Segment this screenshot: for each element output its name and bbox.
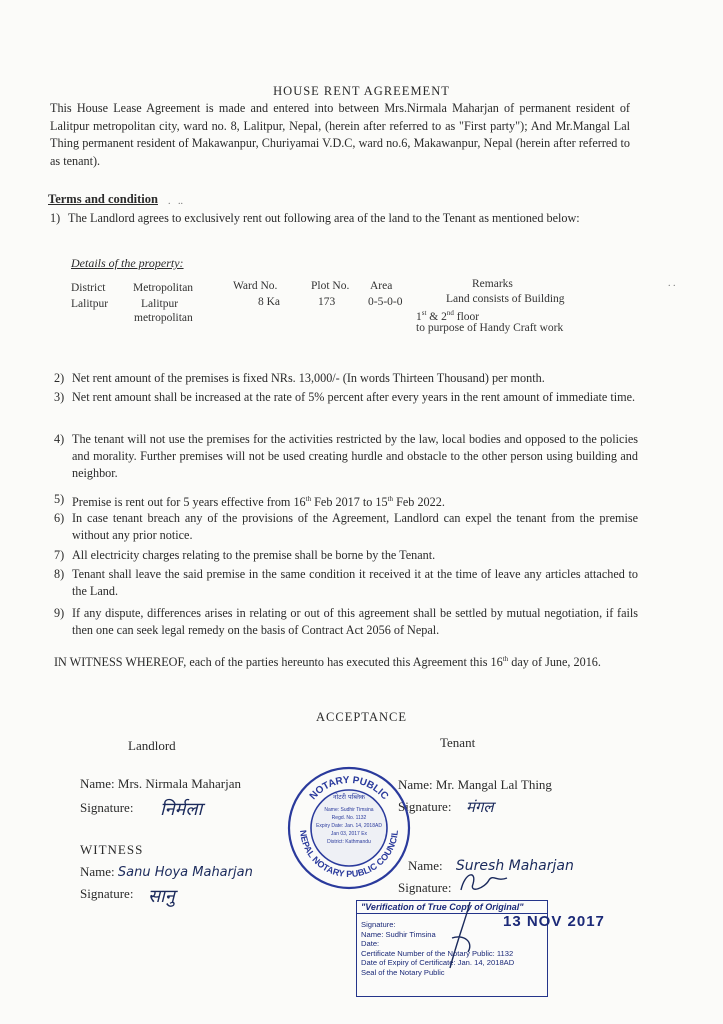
landlord-signature: निर्मला xyxy=(160,799,203,820)
cell-area: 0-5-0-0 xyxy=(368,296,403,308)
terms-heading: Terms and condition xyxy=(48,192,158,206)
notary-signature xyxy=(440,898,490,978)
seal-nepali-text: नोटरी पब्लिक xyxy=(332,793,366,801)
property-heading: Details of the property: xyxy=(71,256,184,270)
seal-bottom-text: NEPAL NOTARY PUBLIC COUNCIL xyxy=(297,829,401,879)
svg-text:Name: Sudhir Timsina: Name: Sudhir Timsina xyxy=(324,807,374,813)
witness-label: WITNESS xyxy=(80,842,144,857)
witness-name: Name: Sanu Hoya Maharjan xyxy=(80,864,253,880)
cell-metro-line2: metropolitan xyxy=(134,312,193,324)
tenant-signature-label: Signature: xyxy=(398,799,452,814)
clause-4: 4) The tenant will not use the premises for the activities restricted by the law, local bodies and opposed to the policies and morality. Further premises will not be used creating hurdle and obstacle to the other person using building and neighbor. xyxy=(54,432,638,481)
notary-seal-icon xyxy=(286,765,412,891)
document-title: HOUSE RENT AGREEMENT xyxy=(273,84,450,98)
tenant-label: Tenant xyxy=(440,735,476,750)
cell-remarks-line2: 1st & 2nd floor xyxy=(416,309,480,323)
cell-plot: 173 xyxy=(318,296,336,308)
verification-stamp: "Verification of True Copy of Original" Signature: Name: Sudhir Timsina Date: Certificate Number of the Notary Public: 1132 Date of Expiry of Certificate: Jan. 14, 2018AD Seal of the Notary Public xyxy=(356,900,548,997)
col-header-plot: Plot No. xyxy=(311,280,350,292)
tenant-signature: मंगल xyxy=(466,798,494,816)
tenant-name: Name: Mr. Mangal Lal Thing xyxy=(398,777,552,792)
svg-text:Jan 03, 2017 Ex: Jan 03, 2017 Ex xyxy=(330,831,368,837)
clause-9: 9) If any dispute, differences arises in relating or out of this agreement shall be settled by mutual negotiation, if fails then one can seek legal remedy on the basis of Contract Act 2056 of Nepal. xyxy=(54,606,638,638)
witness2-signature-label: Signature: xyxy=(398,880,452,895)
clause-1 xyxy=(50,210,634,227)
clause-3: 3) Net rent amount shall be increased at the rate of 5% percent after every years in the rent amount of immediate time. xyxy=(54,390,636,404)
clause-number: 1) xyxy=(50,211,61,225)
witness2-name: Name: Suresh Maharjan xyxy=(408,858,574,874)
svg-text:Expiry Date: Jan. 14, 2018AD: Expiry Date: Jan. 14, 2018AD xyxy=(316,823,382,829)
clause-8: 8) Tenant shall leave the said premise in the same condition it received it at the time of leave any articles attached to the Land. xyxy=(54,567,638,599)
in-witness-paragraph: IN WITNESS WHEREOF, each of the parties hereunto has executed this Agreement this 16th day of June, 2016. xyxy=(54,655,601,670)
cell-district: Lalitpur xyxy=(71,298,109,310)
col-header-ward: Ward No. xyxy=(233,280,278,292)
svg-text:District: Kathmandu: District: Kathmandu xyxy=(327,839,371,845)
col-header-area: Area xyxy=(370,280,393,292)
cell-remarks-line1: Land consists of Building xyxy=(446,293,565,305)
witness-signature: सानु xyxy=(148,886,175,907)
witness-signature-label: Signature: xyxy=(80,886,134,901)
cell-metro-line1: Lalitpur xyxy=(141,298,179,310)
col-header-district: District xyxy=(71,282,106,294)
clause-5: 5) Premise is rent out for 5 years effective from 16th Feb 2017 to 15th Feb 2022. xyxy=(54,492,445,510)
stamp-date: 13 NOV 2017 xyxy=(503,913,605,930)
stamp-header: "Verification of True Copy of Original" xyxy=(357,901,547,914)
intro-paragraph: This House Lease Agreement is made and entered into between Mrs.Nirmala Maharjan of permanent resident of Lalitpur metropolitan city, ward no. 8, Lalitpur, Nepal, (herein after referred to as "First party"); And Mr.Mangal Lal Thing permanent resident of Makawanpur, Churiyamai V.D.C, ward no.6, Makawanpur, Nepal (herein after referred to as tenant). xyxy=(50,101,630,168)
clause-text: The Landlord agrees to exclusively rent out following area of the land to the Tenant as mentioned below: xyxy=(68,211,580,225)
landlord-name: Name: Mrs. Nirmala Maharjan xyxy=(80,776,242,791)
svg-text:Regd. No. 1132: Regd. No. 1132 xyxy=(331,815,367,821)
landlord-label: Landlord xyxy=(128,738,176,753)
cell-ward: 8 Ka xyxy=(258,296,281,308)
witness2-signature xyxy=(455,868,515,898)
scan-dots: . .. xyxy=(168,196,183,207)
clause-6: 6) In case tenant breach any of the provisions of the Agreement, Landlord can expel the tenant from the premise without any prior notice. xyxy=(54,511,638,543)
acceptance-heading: ACCEPTANCE xyxy=(316,710,407,724)
cell-remarks-line3: to purpose of Handy Craft work xyxy=(416,322,564,334)
landlord-signature-label: Signature: xyxy=(80,800,134,815)
clause-7: 7) All electricity charges relating to the premise shall be borne by the Tenant. xyxy=(54,548,436,562)
scan-dots: . . xyxy=(668,278,676,289)
col-header-remarks: Remarks xyxy=(472,278,513,290)
seal-top-text: NOTARY PUBLIC xyxy=(307,774,391,803)
col-header-metropolitan: Metropolitan xyxy=(133,282,194,294)
clause-2: 2) Net rent amount of the premises is fixed NRs. 13,000/- (In words Thirteen Thousand) per month. xyxy=(54,371,545,385)
